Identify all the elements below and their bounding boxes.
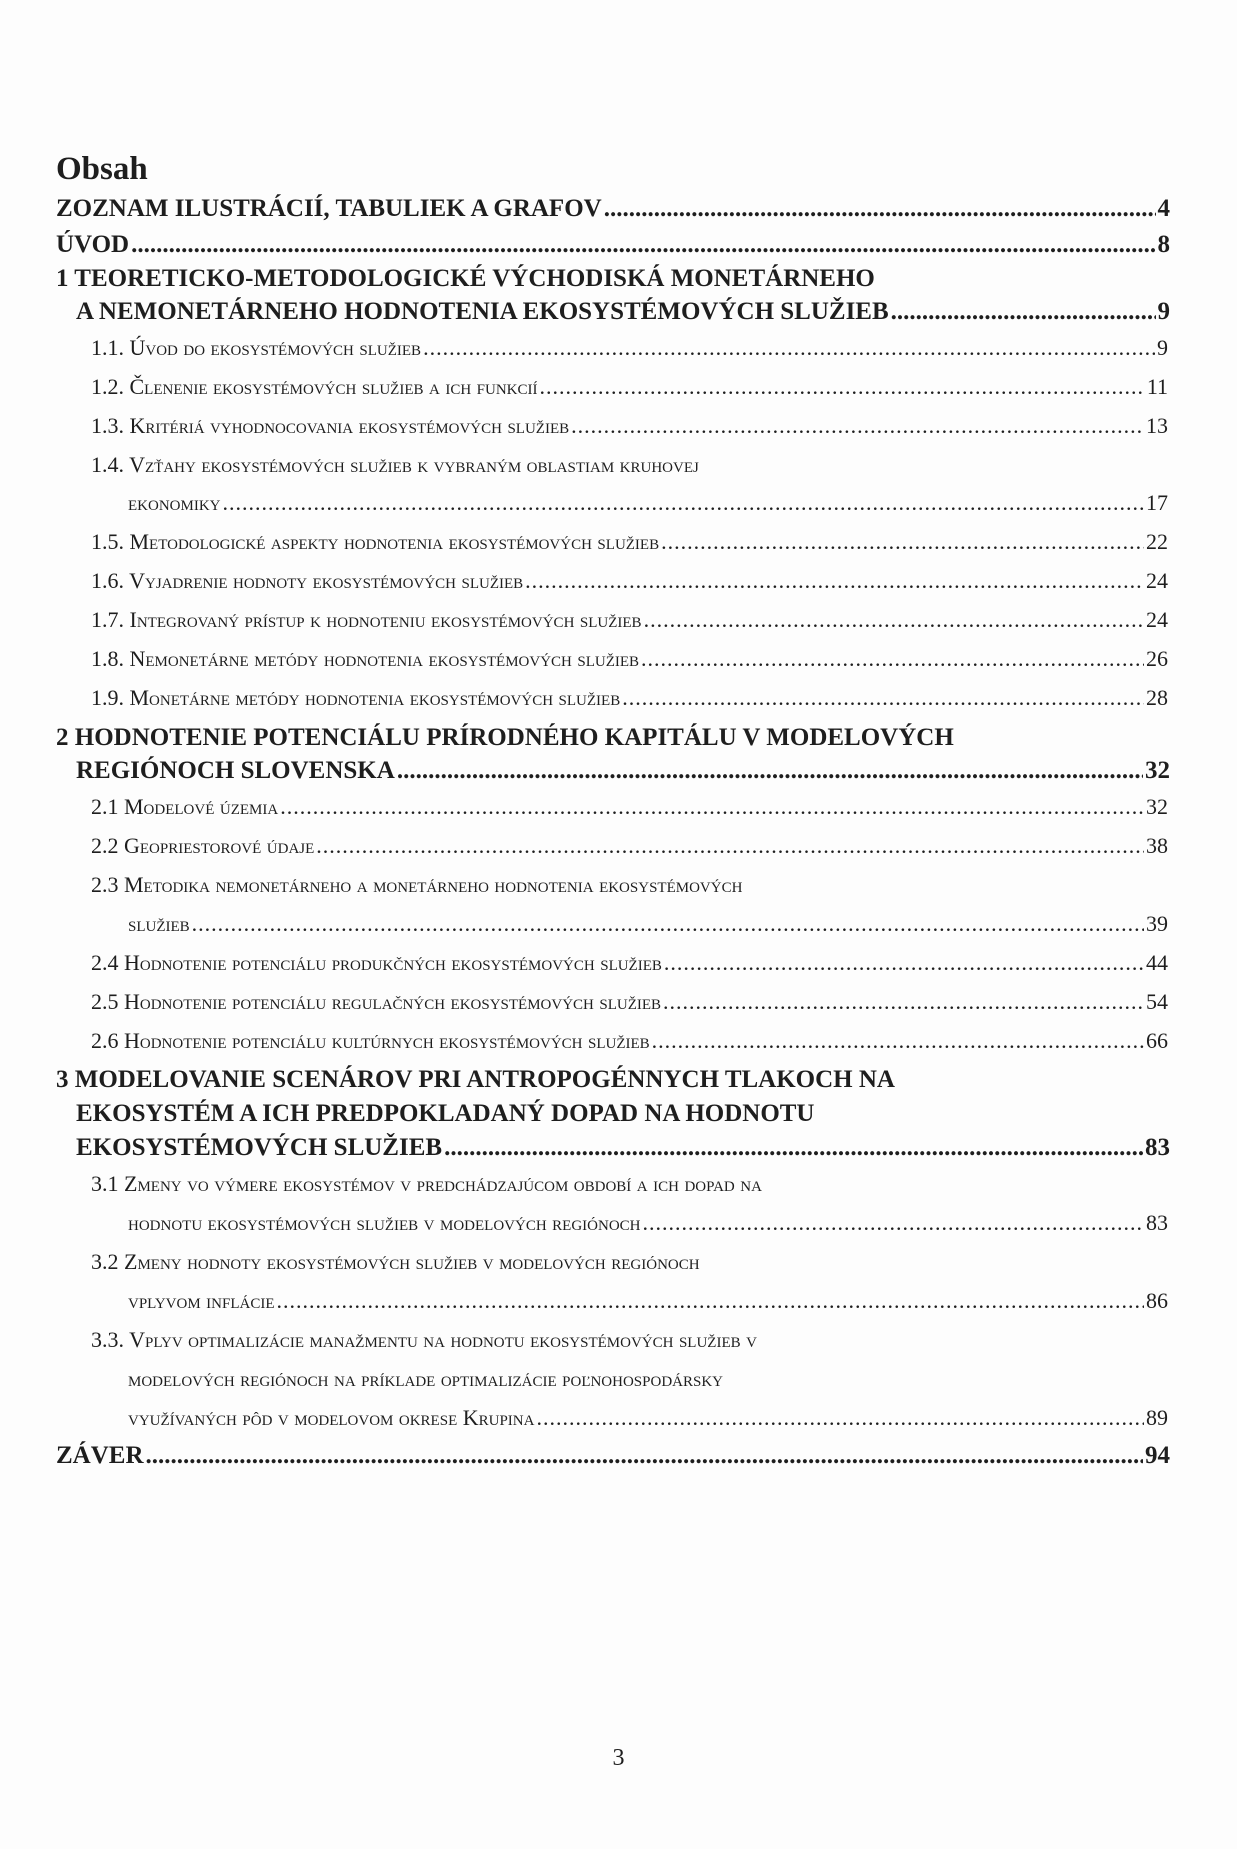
toc-entry-page: 38 (1146, 833, 1168, 858)
leader-dots (223, 490, 1145, 516)
toc-entry-text: 1.9. Monetárne metódy hodnotenia ekosystémových služieb (91, 685, 621, 710)
toc-entry-chapter-1[interactable] (76, 298, 1170, 326)
toc-entry-text: 1.5. Metodologické aspekty hodnotenia ekosystémových služieb (91, 529, 660, 554)
toc-entry-chapter-1-line-1[interactable]: 1 TEORETICKO-METODOLOGICKÉ VÝCHODISKÁ MONETÁRNEHO (56, 265, 875, 292)
toc-entry-text: 2.2 Geopriestorové údaje (91, 833, 315, 858)
toc-entry-introduction[interactable] (56, 231, 1170, 259)
leader-dots (444, 1134, 1143, 1162)
leader-dots (280, 794, 1144, 820)
page-number: 3 (612, 1745, 625, 1771)
toc-entry-text: 2.6 Hodnotenie potenciálu kultúrnych ekosystémových služieb (91, 1028, 650, 1053)
toc-entry-text: služieb (128, 911, 190, 936)
toc-entry-2-2[interactable] (91, 833, 1168, 859)
toc-entry-page: 94 (1145, 1442, 1170, 1469)
toc-entry-text: hodnotu ekosystémových služieb v modelových regiónoch (128, 1210, 641, 1235)
toc-entry-2-4[interactable] (91, 950, 1168, 976)
toc-entry-1-9[interactable] (91, 685, 1168, 711)
toc-entry-page: 8 (1157, 231, 1170, 258)
toc-entry-page: 24 (1146, 607, 1168, 632)
toc-entry-page: 28 (1146, 685, 1168, 710)
toc-entry-page: 83 (1145, 1134, 1170, 1161)
toc-entry-page: 86 (1146, 1288, 1168, 1313)
toc-entry-1-1[interactable] (91, 335, 1168, 361)
leader-dots (192, 911, 1144, 937)
leader-dots (423, 335, 1155, 361)
toc-entry-2-1[interactable] (91, 794, 1168, 820)
toc-entry-chapter-3-line-2[interactable]: EKOSYSTÉM A ICH PREDPOKLADANÝ DOPAD NA HODNOTU (76, 1100, 815, 1127)
toc-entry-list-of-illustrations[interactable] (56, 195, 1170, 223)
toc-entry-page: 66 (1146, 1028, 1168, 1053)
toc-entry-3-1[interactable] (128, 1210, 1168, 1236)
leader-dots (664, 950, 1144, 976)
toc-entry-page: 89 (1146, 1405, 1168, 1430)
toc-entry-text: 2.1 Modelové územia (91, 794, 279, 819)
toc-entry-chapter-3[interactable] (76, 1134, 1170, 1162)
toc-entry-1-5[interactable] (91, 529, 1168, 555)
toc-entry-text: 1.8. Nemonetárne metódy hodnotenia ekosystémových služieb (91, 646, 640, 671)
toc-entry-text: 1.6. Vyjadrenie hodnoty ekosystémových služieb (91, 568, 524, 593)
toc-entry-2-3[interactable] (128, 911, 1168, 937)
leader-dots (652, 1028, 1144, 1054)
toc-entry-3-3-line-2[interactable]: modelových regiónoch na príklade optimalizácie poľnohospodársky (128, 1366, 724, 1391)
toc-entry-text: ekonomiky (128, 490, 221, 515)
toc-entry-page: 11 (1146, 374, 1168, 399)
leader-dots (131, 231, 1155, 259)
leader-dots (536, 1405, 1144, 1431)
toc-entry-page: 26 (1146, 646, 1168, 671)
toc-entry-text: 1.1. Úvod do ekosystémových služieb (91, 335, 422, 360)
toc-entry-chapter-2[interactable] (76, 757, 1170, 785)
toc-entry-page: 54 (1146, 989, 1168, 1014)
toc-entry-page: 24 (1146, 568, 1168, 593)
toc-entry-page: 17 (1146, 490, 1168, 515)
leader-dots (525, 568, 1144, 594)
toc-entry-2-6[interactable] (91, 1028, 1168, 1054)
leader-dots (540, 374, 1145, 400)
toc-entry-1-8[interactable] (91, 646, 1168, 672)
leader-dots (397, 757, 1143, 785)
leader-dots (661, 529, 1144, 555)
toc-entry-text: REGIÓNOCH SLOVENSKA (76, 757, 395, 784)
toc-entry-page: 9 (1157, 298, 1170, 325)
toc-entry-text: využívaných pôd v modelovom okrese Krupina (128, 1405, 535, 1430)
toc-entry-page: 32 (1146, 794, 1168, 819)
toc-entry-text: 1.3. Kritériá vyhodnocovania ekosystémových služieb (91, 413, 570, 438)
leader-dots (663, 989, 1144, 1015)
toc-entry-text: A NEMONETÁRNEHO HODNOTENIA EKOSYSTÉMOVÝCH SLUŽIEB (76, 298, 889, 325)
toc-entry-1-2[interactable] (91, 374, 1168, 400)
toc-entry-text: 2.4 Hodnotenie potenciálu produkčných ekosystémových služieb (91, 950, 662, 975)
toc-entry-page: 22 (1146, 529, 1168, 554)
toc-entry-text: 2.5 Hodnotenie potenciálu regulačných ekosystémových služieb (91, 989, 662, 1014)
toc-entry-text: ZOZNAM ILUSTRÁCIÍ, TABULIEK A GRAFOV (56, 195, 602, 222)
leader-dots (316, 833, 1144, 859)
toc-entry-3-3-line-1[interactable]: 3.3. Vplyv optimalizácie manažmentu na hodnotu ekosystémových služieb v (91, 1327, 757, 1352)
toc-entry-page: 83 (1146, 1210, 1168, 1235)
toc-entry-page: 44 (1146, 950, 1168, 975)
page-title: Obsah (56, 151, 148, 187)
toc-entry-text: ÚVOD (56, 231, 130, 258)
toc-entry-text: vplyvom inflácie (128, 1288, 275, 1313)
leader-dots (277, 1288, 1145, 1314)
leader-dots (891, 298, 1156, 326)
leader-dots (571, 413, 1144, 439)
toc-entry-3-2[interactable] (128, 1288, 1168, 1314)
toc-entry-chapter-3-line-1[interactable]: 3 MODELOVANIE SCENÁROV PRI ANTROPOGÉNNYCH TLAKOCH NA (56, 1066, 895, 1093)
toc-entry-page: 13 (1146, 413, 1168, 438)
toc-entry-page: 9 (1157, 335, 1168, 360)
leader-dots (604, 195, 1156, 223)
toc-entry-2-3-line-1[interactable]: 2.3 Metodika nemonetárneho a monetárneho hodnotenia ekosystémových (91, 872, 743, 897)
leader-dots (622, 685, 1144, 711)
toc-entry-1-6[interactable] (91, 568, 1168, 594)
toc-entry-1-4[interactable] (128, 490, 1168, 516)
toc-entry-3-2-line-1[interactable]: 3.2 Zmeny hodnoty ekosystémových služieb v modelových regiónoch (91, 1249, 700, 1274)
toc-entry-3-3[interactable] (128, 1405, 1168, 1431)
toc-entry-2-5[interactable] (91, 989, 1168, 1015)
toc-entry-text: 1.2. Členenie ekosystémových služieb a ich funkcií (91, 374, 538, 399)
toc-entry-page: 32 (1145, 757, 1170, 784)
toc-entry-3-1-line-1[interactable]: 3.1 Zmeny vo výmere ekosystémov v predchádzajúcom období a ich dopad na (91, 1171, 762, 1196)
toc-entry-page: 4 (1157, 195, 1170, 222)
toc-entry-1-7[interactable] (91, 607, 1168, 633)
leader-dots (643, 1210, 1145, 1236)
leader-dots (146, 1442, 1143, 1470)
leader-dots (641, 646, 1144, 672)
toc-entry-conclusion[interactable] (56, 1442, 1170, 1470)
toc-entry-text: 1.7. Integrovaný prístup k hodnoteniu ekosystémových služieb (91, 607, 642, 632)
leader-dots (644, 607, 1144, 633)
toc-entry-1-4-line-1[interactable]: 1.4. Vzťahy ekosystémových služieb k vybraným oblastiam kruhovej (91, 452, 699, 477)
toc-entry-chapter-2-line-1[interactable]: 2 HODNOTENIE POTENCIÁLU PRÍRODNÉHO KAPITÁLU V MODELOVÝCH (56, 724, 954, 751)
toc-entry-1-3[interactable] (91, 413, 1168, 439)
toc-entry-page: 39 (1146, 911, 1168, 936)
toc-entry-text: ZÁVER (56, 1442, 144, 1469)
toc-entry-text: EKOSYSTÉMOVÝCH SLUŽIEB (76, 1134, 443, 1161)
